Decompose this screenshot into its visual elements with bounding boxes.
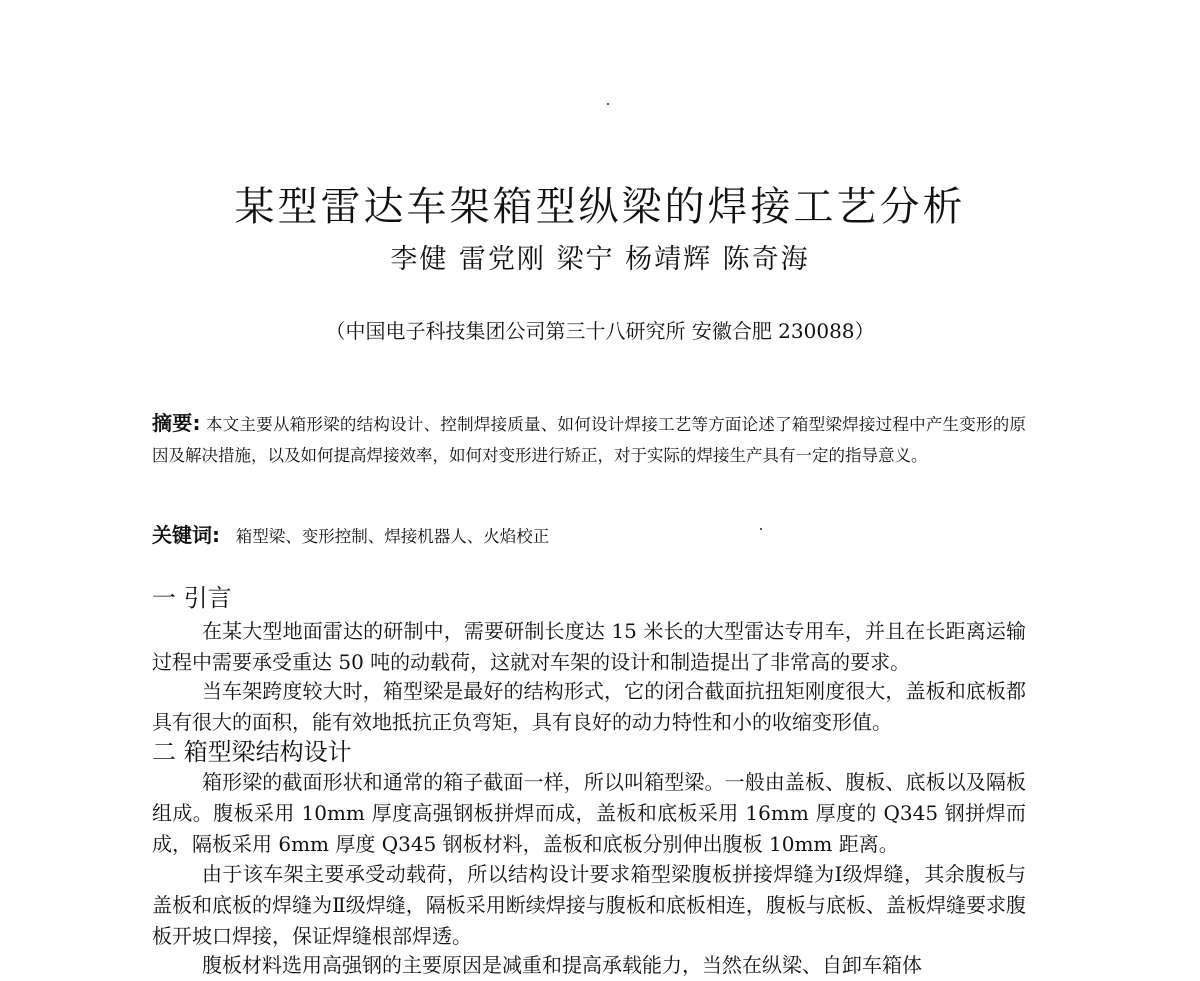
paragraph: 箱形梁的截面形状和通常的箱子截面一样，所以叫箱型梁。一般由盖板、腹板、底板以及隔板组成。腹板采用 10mm 厚度高强钢板拼焊而成，盖板和底板采用 16mm 厚度的 Q345 钢拼焊而成，隔板采用 6mm 厚度 Q345 钢板材料，盖板和底板分别伸出腹板 10mm 距离。 — [152, 770, 1026, 856]
paragraph: 当车架跨度较大时，箱型梁是最好的结构形式，它的闭合截面抗扭矩刚度很大，盖板和底板都具有很大的面积，能有效地抵抗正负弯矩，具有良好的动力特性和小的收缩变形值。 — [152, 679, 1026, 734]
abstract — [152, 408, 1026, 471]
keywords-label: 关键词: — [152, 523, 220, 547]
paragraph: 在某大型地面雷达的研制中，需要研制长度达 15 米长的大型雷达专用车，并且在长距离运输过程中需要承受重达 50 吨的动载荷，这就对车架的设计和制造提出了非常高的要求。 — [152, 619, 1026, 674]
paragraph-cutoff: 腹板材料选用高强钢的主要原因是减重和提高承载能力，当然在纵梁、自卸车箱体 — [202, 953, 922, 977]
abstract-text: 本文主要从箱形梁的结构设计、控制焊接质量、如何设计焊接工艺等方面论述了箱型梁焊接过程中产生变形的原因及解决措施，以及如何提高焊接效率，如何对变形进行矫正，对于实际的焊接生产具有一定的指导意义。 — [152, 415, 1027, 465]
section-heading-structure-design: 二 箱型梁结构设计 — [152, 738, 352, 766]
section-heading-introduction: 一 引言 — [152, 584, 232, 612]
scan-speck — [607, 103, 609, 105]
paper-title: 某型雷达车架箱型纵梁的焊接工艺分析 — [234, 184, 966, 230]
abstract-label: 摘要: — [152, 411, 201, 435]
affiliation: （中国电子科技集团公司第三十八研究所 安徽合肥 230088） — [325, 319, 875, 343]
paragraph: 由于该车架主要承受动载荷，所以结构设计要求箱型梁腹板拼接焊缝为Ⅰ级焊缝，其余腹板与盖板和底板的焊缝为Ⅱ级焊缝，隔板采用断续焊接与腹板和底板相连，腹板与底板、盖板焊缝要求腹板开坡口焊接，保证焊缝根部焊透。 — [152, 862, 1026, 948]
keywords-text: 箱型梁、变形控制、焊接机器人、火焰校正 — [235, 527, 550, 546]
keywords — [152, 520, 1026, 552]
author-list: 李健 雷党刚 梁宁 杨靖辉 陈奇海 — [390, 244, 810, 275]
